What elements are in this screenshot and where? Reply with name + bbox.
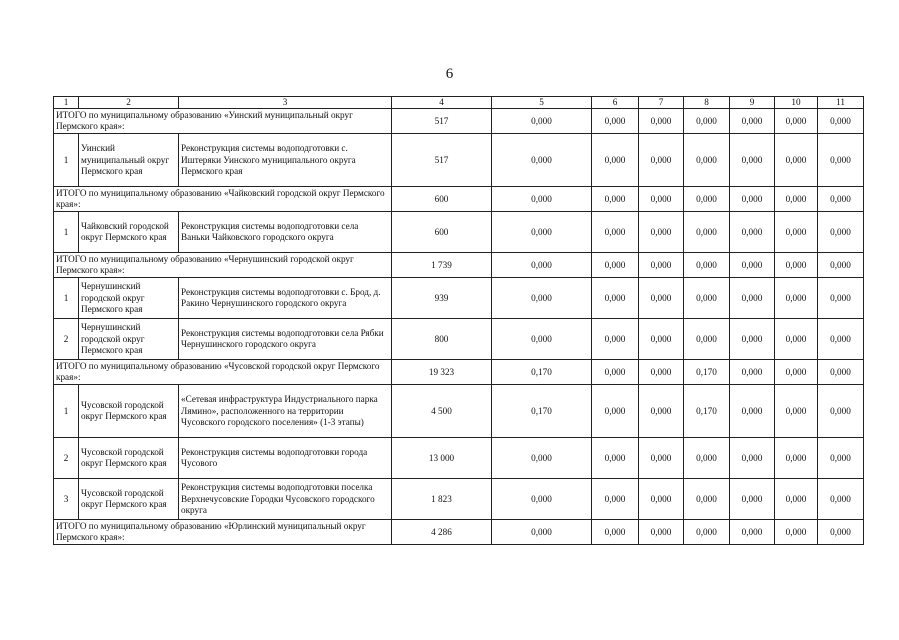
value-cell: 800	[392, 319, 492, 360]
municipality-cell: Чайковский городской округ Пермского края	[79, 212, 179, 253]
value-cell: 0,000	[730, 520, 775, 545]
column-number-row	[54, 97, 864, 109]
object-cell: Реконструкция системы водоподготовки поселка Верхнечусовские Городки Чусовского городского округа	[179, 479, 392, 520]
value-cell: 0,000	[684, 278, 730, 319]
object-cell: Реконструкция системы водоподготовки села Ваньки Чайковского городского округа	[179, 212, 392, 253]
value-cell: 0,000	[730, 438, 775, 479]
value-cell: 0,000	[639, 212, 684, 253]
value-cell: 0,000	[818, 385, 864, 438]
value-cell: 0,000	[639, 385, 684, 438]
object-cell: Реконструкция системы водоподготовки с. Брод, д. Ракино Чернушинского городского округа	[179, 278, 392, 319]
value-cell: 0,000	[639, 187, 684, 212]
value-cell: 939	[392, 278, 492, 319]
value-cell: 0,000	[818, 109, 864, 134]
municipality-cell: Уинский муниципальный округ Пермского края	[79, 134, 179, 187]
total-row	[54, 253, 864, 278]
value-cell: 0,170	[684, 360, 730, 385]
value-cell: 0,000	[730, 278, 775, 319]
table-body	[54, 97, 864, 545]
value-cell: 0,000	[818, 479, 864, 520]
value-cell: 1 739	[392, 253, 492, 278]
page-number: 6	[445, 66, 454, 82]
value-cell: 0,000	[492, 278, 592, 319]
value-cell: 0,000	[775, 438, 818, 479]
value-cell: 600	[392, 187, 492, 212]
value-cell: 0,000	[592, 253, 639, 278]
row-number: 1	[54, 278, 79, 319]
value-cell: 0,000	[492, 520, 592, 545]
column-number: 5	[492, 97, 592, 109]
value-cell: 0,000	[639, 360, 684, 385]
total-label: ИТОГО по муниципальному образованию «Чернушинский городской округ Пермского края»:	[54, 253, 392, 278]
value-cell: 517	[392, 109, 492, 134]
value-cell: 0,000	[492, 134, 592, 187]
row-number: 1	[54, 212, 79, 253]
value-cell: 0,000	[730, 134, 775, 187]
table-row	[54, 212, 864, 253]
table-row	[54, 385, 864, 438]
value-cell: 0,000	[592, 187, 639, 212]
value-cell: 1 823	[392, 479, 492, 520]
value-cell: 0,000	[492, 187, 592, 212]
municipality-cell: Чусовской городской округ Пермского края	[79, 385, 179, 438]
table-row	[54, 438, 864, 479]
total-label: ИТОГО по муниципальному образованию «Юрлинский муниципальный округ Пермского края»:	[54, 520, 392, 545]
total-label: ИТОГО по муниципальному образованию «Чайковский городской округ Пермского края»:	[54, 187, 392, 212]
value-cell: 0,000	[592, 109, 639, 134]
value-cell: 0,000	[775, 278, 818, 319]
value-cell: 0,000	[730, 360, 775, 385]
total-row	[54, 520, 864, 545]
value-cell: 0,000	[639, 319, 684, 360]
value-cell: 0,000	[684, 520, 730, 545]
value-cell: 0,000	[730, 479, 775, 520]
value-cell: 0,170	[492, 360, 592, 385]
table-row	[54, 278, 864, 319]
value-cell: 0,000	[592, 385, 639, 438]
value-cell: 0,000	[592, 212, 639, 253]
value-cell: 0,000	[818, 253, 864, 278]
value-cell: 0,000	[818, 360, 864, 385]
value-cell: 0,000	[684, 253, 730, 278]
total-label: ИТОГО по муниципальному образованию «Уинский муниципальный округ Пермского края»:	[54, 109, 392, 134]
value-cell: 0,000	[492, 319, 592, 360]
value-cell: 0,000	[592, 134, 639, 187]
value-cell: 0,000	[684, 109, 730, 134]
value-cell: 0,000	[818, 134, 864, 187]
value-cell: 0,000	[492, 212, 592, 253]
value-cell: 0,000	[639, 134, 684, 187]
value-cell: 0,000	[684, 212, 730, 253]
column-number: 4	[392, 97, 492, 109]
value-cell: 0,000	[492, 479, 592, 520]
row-number: 1	[54, 134, 79, 187]
value-cell: 0,000	[592, 360, 639, 385]
value-cell: 0,000	[730, 385, 775, 438]
total-label: ИТОГО по муниципальному образованию «Чусовской городской округ Пермского края»:	[54, 360, 392, 385]
value-cell: 0,000	[684, 187, 730, 212]
value-cell: 0,000	[639, 479, 684, 520]
object-cell: Реконструкция системы водоподготовки города Чусового	[179, 438, 392, 479]
municipality-cell: Чусовской городской округ Пермского края	[79, 479, 179, 520]
value-cell: 0,000	[818, 187, 864, 212]
column-number: 10	[775, 97, 818, 109]
total-row	[54, 187, 864, 212]
value-cell: 0,000	[730, 253, 775, 278]
municipality-cell: Чернушинский городской округ Пермского края	[79, 278, 179, 319]
value-cell: 0,000	[775, 360, 818, 385]
column-number: 1	[54, 97, 79, 109]
object-cell: Реконструкция системы водоподготовки с. Иштеряки Уинского муниципального округа Пермского края	[179, 134, 392, 187]
total-row	[54, 360, 864, 385]
value-cell: 0,000	[775, 385, 818, 438]
value-cell: 19 323	[392, 360, 492, 385]
value-cell: 600	[392, 212, 492, 253]
value-cell: 0,000	[730, 109, 775, 134]
value-cell: 0,170	[684, 385, 730, 438]
value-cell: 0,000	[730, 319, 775, 360]
value-cell: 0,000	[684, 134, 730, 187]
value-cell: 4 500	[392, 385, 492, 438]
column-number: 9	[730, 97, 775, 109]
value-cell: 13 000	[392, 438, 492, 479]
column-number: 6	[592, 97, 639, 109]
value-cell: 0,000	[492, 253, 592, 278]
row-number: 1	[54, 385, 79, 438]
total-row	[54, 109, 864, 134]
value-cell: 0,000	[639, 278, 684, 319]
value-cell: 0,000	[492, 438, 592, 479]
value-cell: 0,000	[492, 109, 592, 134]
value-cell: 0,000	[775, 212, 818, 253]
value-cell: 0,000	[684, 479, 730, 520]
value-cell: 517	[392, 134, 492, 187]
value-cell: 0,000	[775, 319, 818, 360]
value-cell: 0,000	[592, 479, 639, 520]
value-cell: 0,000	[592, 278, 639, 319]
value-cell: 0,000	[684, 319, 730, 360]
column-number: 3	[179, 97, 392, 109]
row-number: 3	[54, 479, 79, 520]
value-cell: 0,000	[639, 109, 684, 134]
value-cell: 0,000	[684, 438, 730, 479]
object-cell: Реконструкция системы водоподготовки села Рябки Чернушинского городского округа	[179, 319, 392, 360]
value-cell: 0,170	[492, 385, 592, 438]
value-cell: 0,000	[775, 134, 818, 187]
value-cell: 4 286	[392, 520, 492, 545]
table-row	[54, 479, 864, 520]
value-cell: 0,000	[818, 438, 864, 479]
investment-table	[53, 96, 864, 545]
column-number: 11	[818, 97, 864, 109]
column-number: 7	[639, 97, 684, 109]
value-cell: 0,000	[639, 438, 684, 479]
row-number: 2	[54, 319, 79, 360]
value-cell: 0,000	[818, 278, 864, 319]
value-cell: 0,000	[775, 520, 818, 545]
municipality-cell: Чернушинский городской округ Пермского края	[79, 319, 179, 360]
value-cell: 0,000	[775, 479, 818, 520]
table-row	[54, 319, 864, 360]
table-row	[54, 134, 864, 187]
value-cell: 0,000	[818, 520, 864, 545]
value-cell: 0,000	[639, 520, 684, 545]
value-cell: 0,000	[775, 253, 818, 278]
column-number: 8	[684, 97, 730, 109]
value-cell: 0,000	[592, 438, 639, 479]
object-cell: «Сетевая инфраструктура Индустриального парка Лямино», расположенного на территории Чусовского городского поселения» (1-3 этапы)	[179, 385, 392, 438]
row-number: 2	[54, 438, 79, 479]
value-cell: 0,000	[818, 212, 864, 253]
column-number: 2	[79, 97, 179, 109]
municipality-cell: Чусовской городской округ Пермского края	[79, 438, 179, 479]
value-cell: 0,000	[592, 520, 639, 545]
value-cell: 0,000	[730, 212, 775, 253]
value-cell: 0,000	[639, 253, 684, 278]
value-cell: 0,000	[730, 187, 775, 212]
value-cell: 0,000	[775, 187, 818, 212]
value-cell: 0,000	[775, 109, 818, 134]
value-cell: 0,000	[818, 319, 864, 360]
value-cell: 0,000	[592, 319, 639, 360]
